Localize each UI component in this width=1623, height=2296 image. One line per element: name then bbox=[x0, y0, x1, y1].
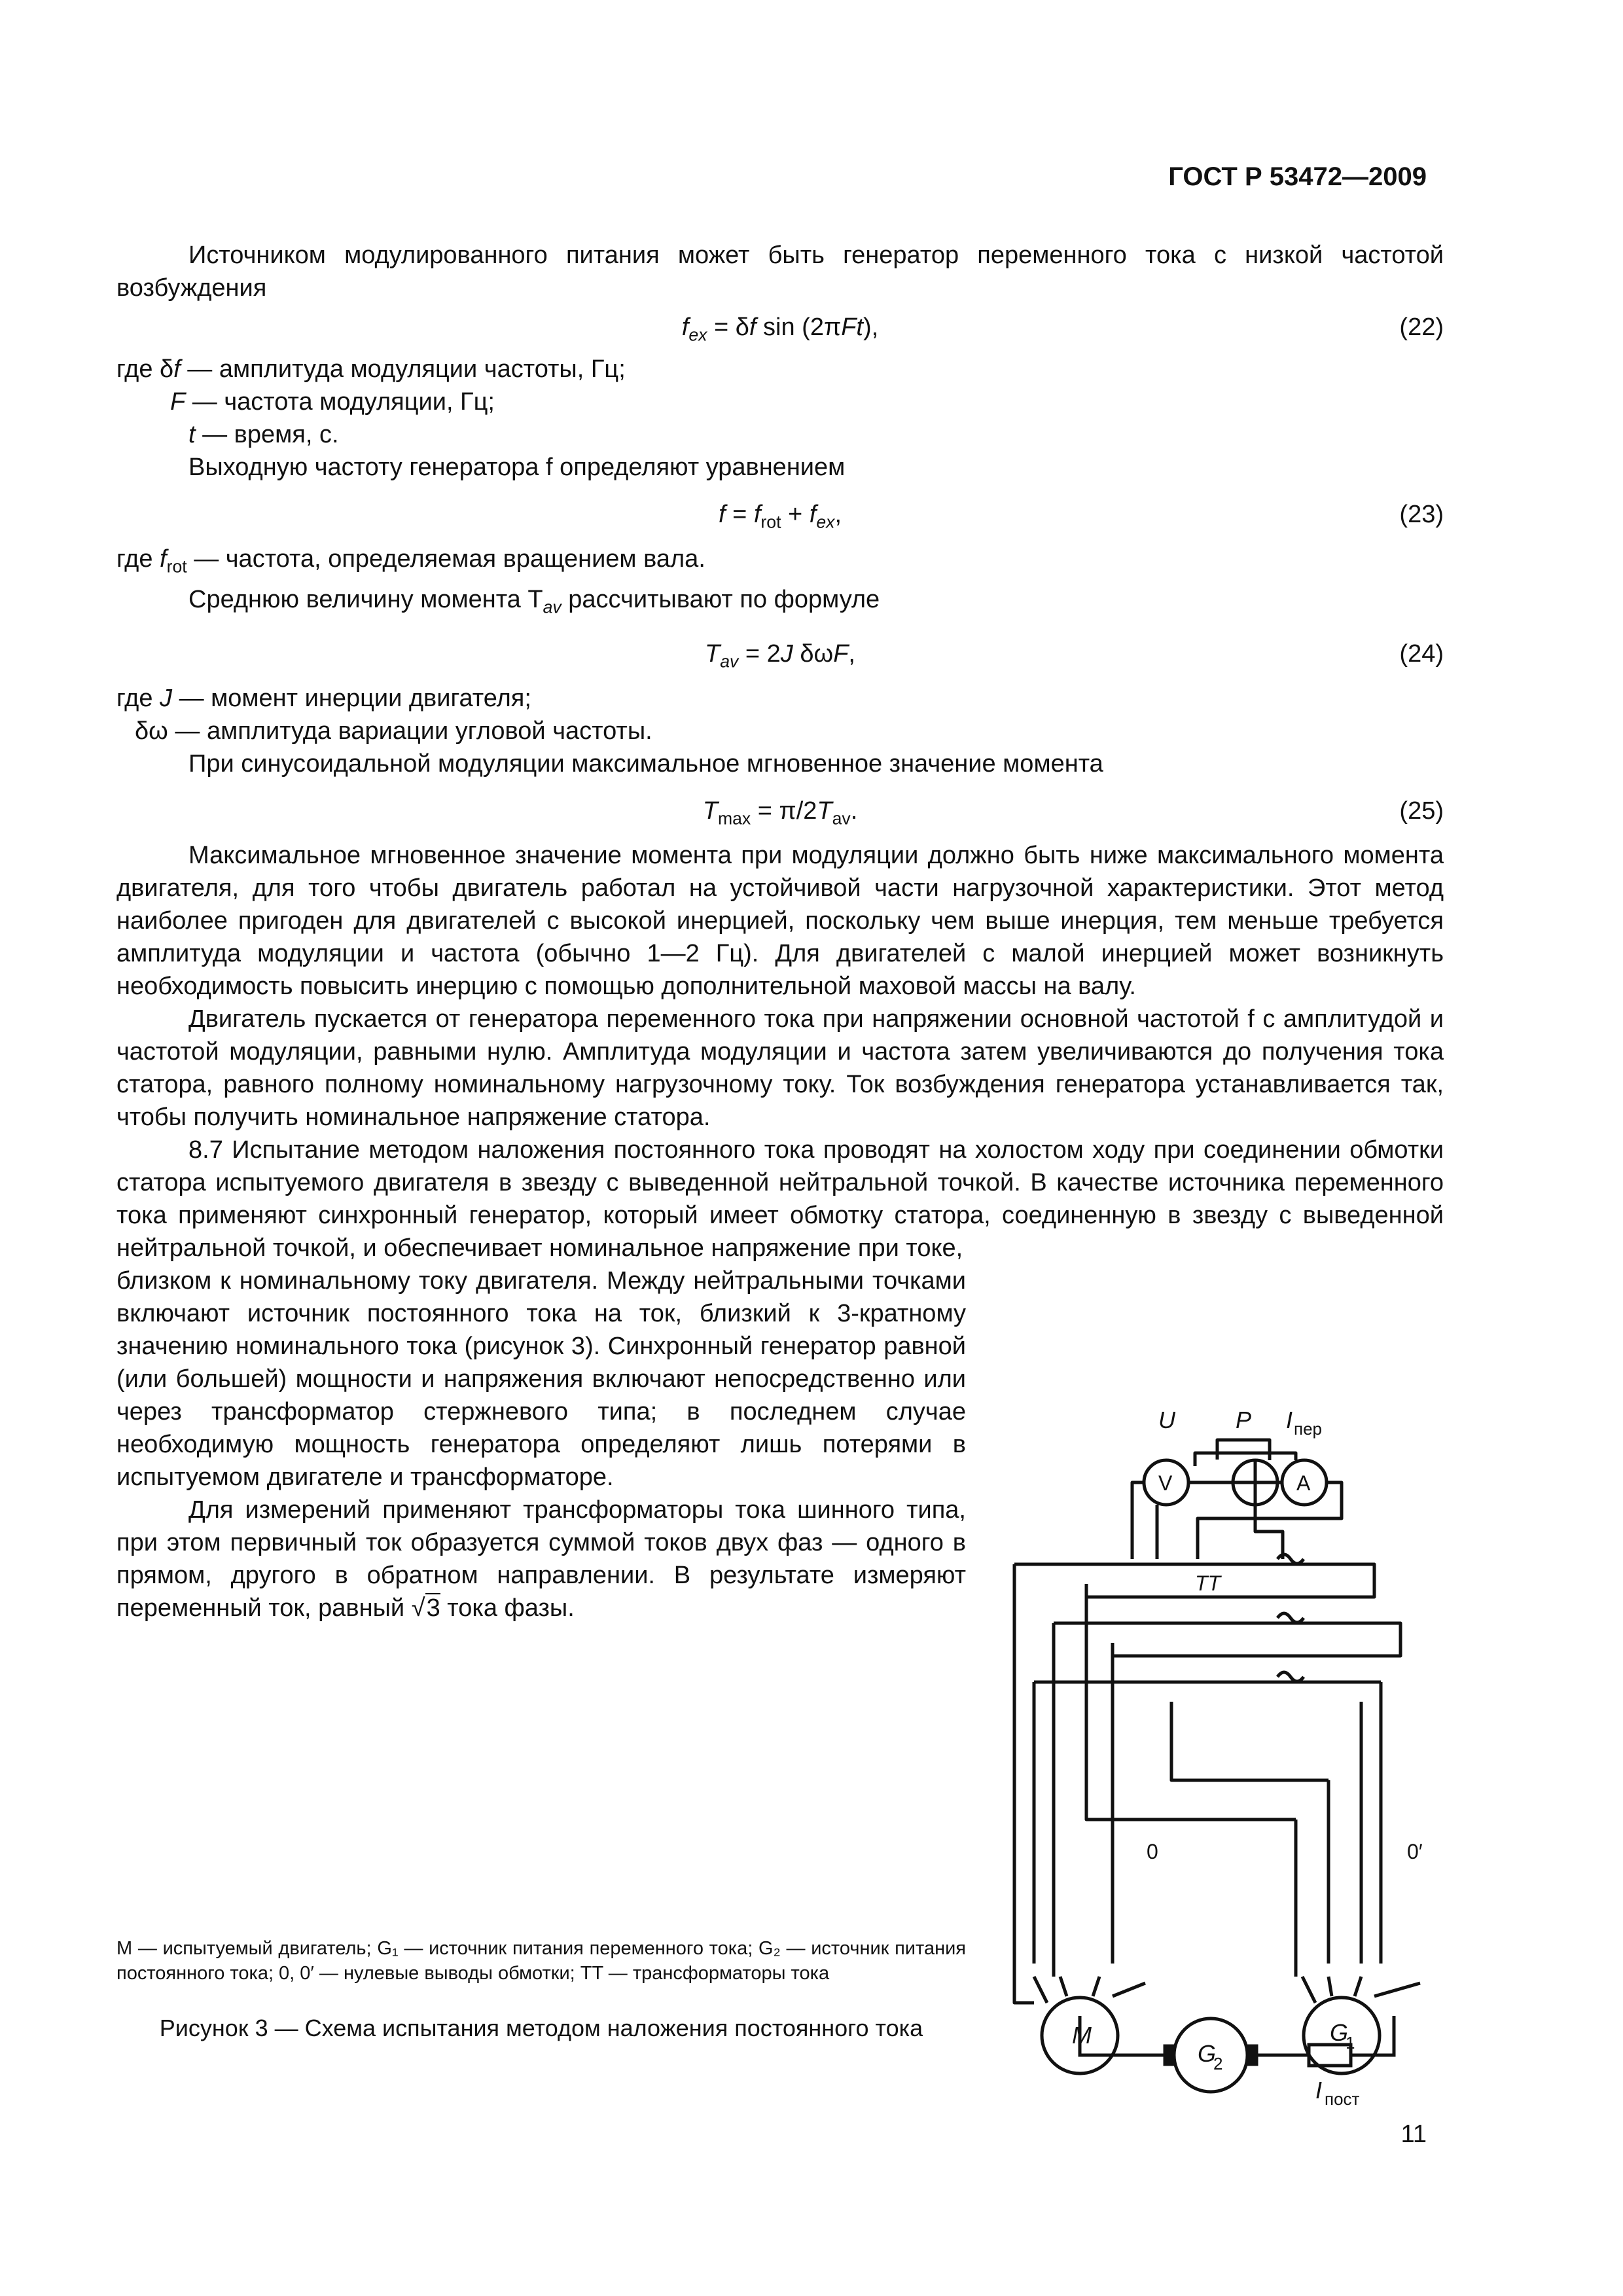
equation-formula: $T_{av} = 2J$ δωF, bbox=[705, 640, 855, 672]
meter-a-label: A bbox=[1296, 1471, 1311, 1495]
label-motor: M bbox=[1072, 2022, 1092, 2049]
label-zero: 0 bbox=[1147, 1840, 1158, 1863]
equation-formula: $T_{max} = \pi/2T_{av}$. bbox=[702, 797, 858, 829]
figure-legend bbox=[116, 1936, 966, 1986]
label-zero-prime: 0′ bbox=[1407, 1840, 1423, 1863]
label-g1-sub: 1 bbox=[1346, 2033, 1355, 2053]
motor-terminal bbox=[1060, 1977, 1067, 1996]
paragraph: Двигатель пускается от генератора переменного тока при напряжении основной частотой f с амплитудой и частотой модуляции, равными нулю. Амплитуда модуляции и частота затем увеличиваются до получения тока статора, равного полному номинальному нагрузочному току. Ток возбуждения генератора устанавливается так, чтобы получить номинальное напряжение статора. bbox=[116, 1005, 1444, 1132]
g1-terminal bbox=[1329, 1977, 1332, 1996]
equation-number: (23) bbox=[1399, 501, 1444, 528]
paragraph: Максимальное мгновенное значение момента при модуляции должно быть ниже максимального момента двигателя, для того чтобы двигатель работал на устойчивой части нагрузочной характеристики. Этот метод наиболее пригоден для двигателей с высокой инерцией, поскольку чем выше инерция, тем меньше требуется амплитуда модуляции и частота (обычно 1—2 Гц). Для двигателей с малой инерцией может возникнуть необходимость повысить инерцию с помощью дополнительной маховой массы на валу. bbox=[116, 842, 1444, 1001]
label-g1: G bbox=[1330, 2019, 1349, 2046]
page-number: 11 bbox=[1400, 2121, 1427, 2148]
legend-text: M — испытуемый двигатель; G₁ — источник питания переменного тока; G₂ — источник питания постоянного тока; 0, 0′ — нулевые выводы обмотки; TT — трансформаторы тока bbox=[116, 1938, 966, 1984]
where-line: F — частота модуляции, Гц; bbox=[170, 388, 495, 416]
motor-terminal bbox=[1034, 1977, 1047, 2003]
label-dc-current-sub: пост bbox=[1325, 2089, 1360, 2109]
g2-brush-right bbox=[1247, 2046, 1257, 2064]
circuit-diagram bbox=[975, 1374, 1446, 2053]
paragraph: близком к номинальному току двигателя. Между нейтральными точками включают источник постоянного тока на ток, близкий к 3-кратному значению номинального тока (рисунок 3). Синхронный генератор равной (или большей) мощности и напряжения включают непосредственно или через трансформатор стержневого типа; в последнем случае необходимую мощность генератора определяют лишь потерями в испытуемом двигателе и трансформаторе. bbox=[116, 1267, 966, 1492]
equation-22 bbox=[116, 311, 1444, 344]
dc-circuit bbox=[975, 2016, 1446, 2121]
g1-terminal bbox=[1355, 1977, 1361, 1996]
ct-coil bbox=[1277, 1672, 1304, 1681]
where-line: δω — амплитуда вариации угловой частоты. bbox=[135, 717, 652, 745]
label-current: I bbox=[1286, 1407, 1293, 1433]
meter-v-label: V bbox=[1158, 1471, 1173, 1495]
where-line: где δf — амплитуда модуляции частоты, Гц; bbox=[116, 355, 626, 383]
label-g2-sub: 2 bbox=[1213, 2054, 1223, 2073]
document-id: ГОСТ Р 53472—2009 bbox=[1168, 162, 1427, 191]
equation-number: (24) bbox=[1399, 640, 1444, 668]
equation-formula: $f_{ex} = \delta f$ sin (2πFt), bbox=[681, 314, 879, 345]
equation-number: (25) bbox=[1399, 797, 1444, 825]
equation-number: (22) bbox=[1399, 314, 1444, 341]
equation-23 bbox=[116, 498, 1444, 531]
label-tt: TT bbox=[1195, 1571, 1221, 1595]
ct-coil bbox=[1277, 1613, 1304, 1623]
paragraph: Среднюю величину момента $T_{av}$ рассчитывают по формуле bbox=[188, 585, 880, 617]
where-line: где J — момент инерции двигателя; bbox=[116, 685, 531, 713]
paragraph: Выходную частоту генератора f определяют уравнением bbox=[188, 454, 846, 481]
g1-terminal bbox=[1302, 1977, 1315, 2003]
label-current-sub: пер bbox=[1294, 1419, 1322, 1439]
g2-brush-left bbox=[1165, 2046, 1174, 2064]
figure-caption: Рисунок 3 — Схема испытания методом наложения постоянного тока bbox=[159, 2015, 923, 2041]
motor-terminal bbox=[1093, 1977, 1099, 1996]
paragraph: Источником модулированного питания может быть генератор переменного тока с низкой частотой возбуждения bbox=[116, 242, 1444, 302]
where-line: t — время, с. bbox=[188, 421, 339, 448]
equation-formula: $f = f_{rot} + f_{ex}$, bbox=[718, 501, 842, 532]
paragraph: 8.7 Испытание методом наложения постоянного тока проводят на холостом ходу при соединении обмотки статора испытуемого двигателя в звезду с выведенной нейтральной точкой. В качестве источника переменного тока применяют синхронный генератор, который имеет обмотку статора, соединенную в звезду с выведенной нейтральной точкой, и обеспечивает номинальное напряжение при токе, bbox=[116, 1136, 1444, 1263]
paragraph: Для измерений применяют трансформаторы тока шинного типа, при этом первичный ток образуется суммой токов двух фаз — одного в прямом, другого в обратном направлении. В результате измеряют переменный ток, равный √3 тока фазы. bbox=[116, 1496, 966, 1623]
equation-25 bbox=[116, 795, 1444, 827]
label-dc-current: I bbox=[1315, 2077, 1323, 2104]
label-g2: G bbox=[1198, 2040, 1217, 2067]
label-voltage: U bbox=[1158, 1407, 1175, 1433]
where-line: где $f_{rot}$ — частота, определяемая вращением вала. bbox=[116, 545, 705, 577]
equation-24 bbox=[116, 637, 1444, 670]
label-power: P bbox=[1236, 1407, 1252, 1433]
dc-ammeter-shunt bbox=[1309, 2045, 1351, 2066]
paragraph: При синусоидальной модуляции максимальное мгновенное значение момента bbox=[188, 750, 1103, 778]
